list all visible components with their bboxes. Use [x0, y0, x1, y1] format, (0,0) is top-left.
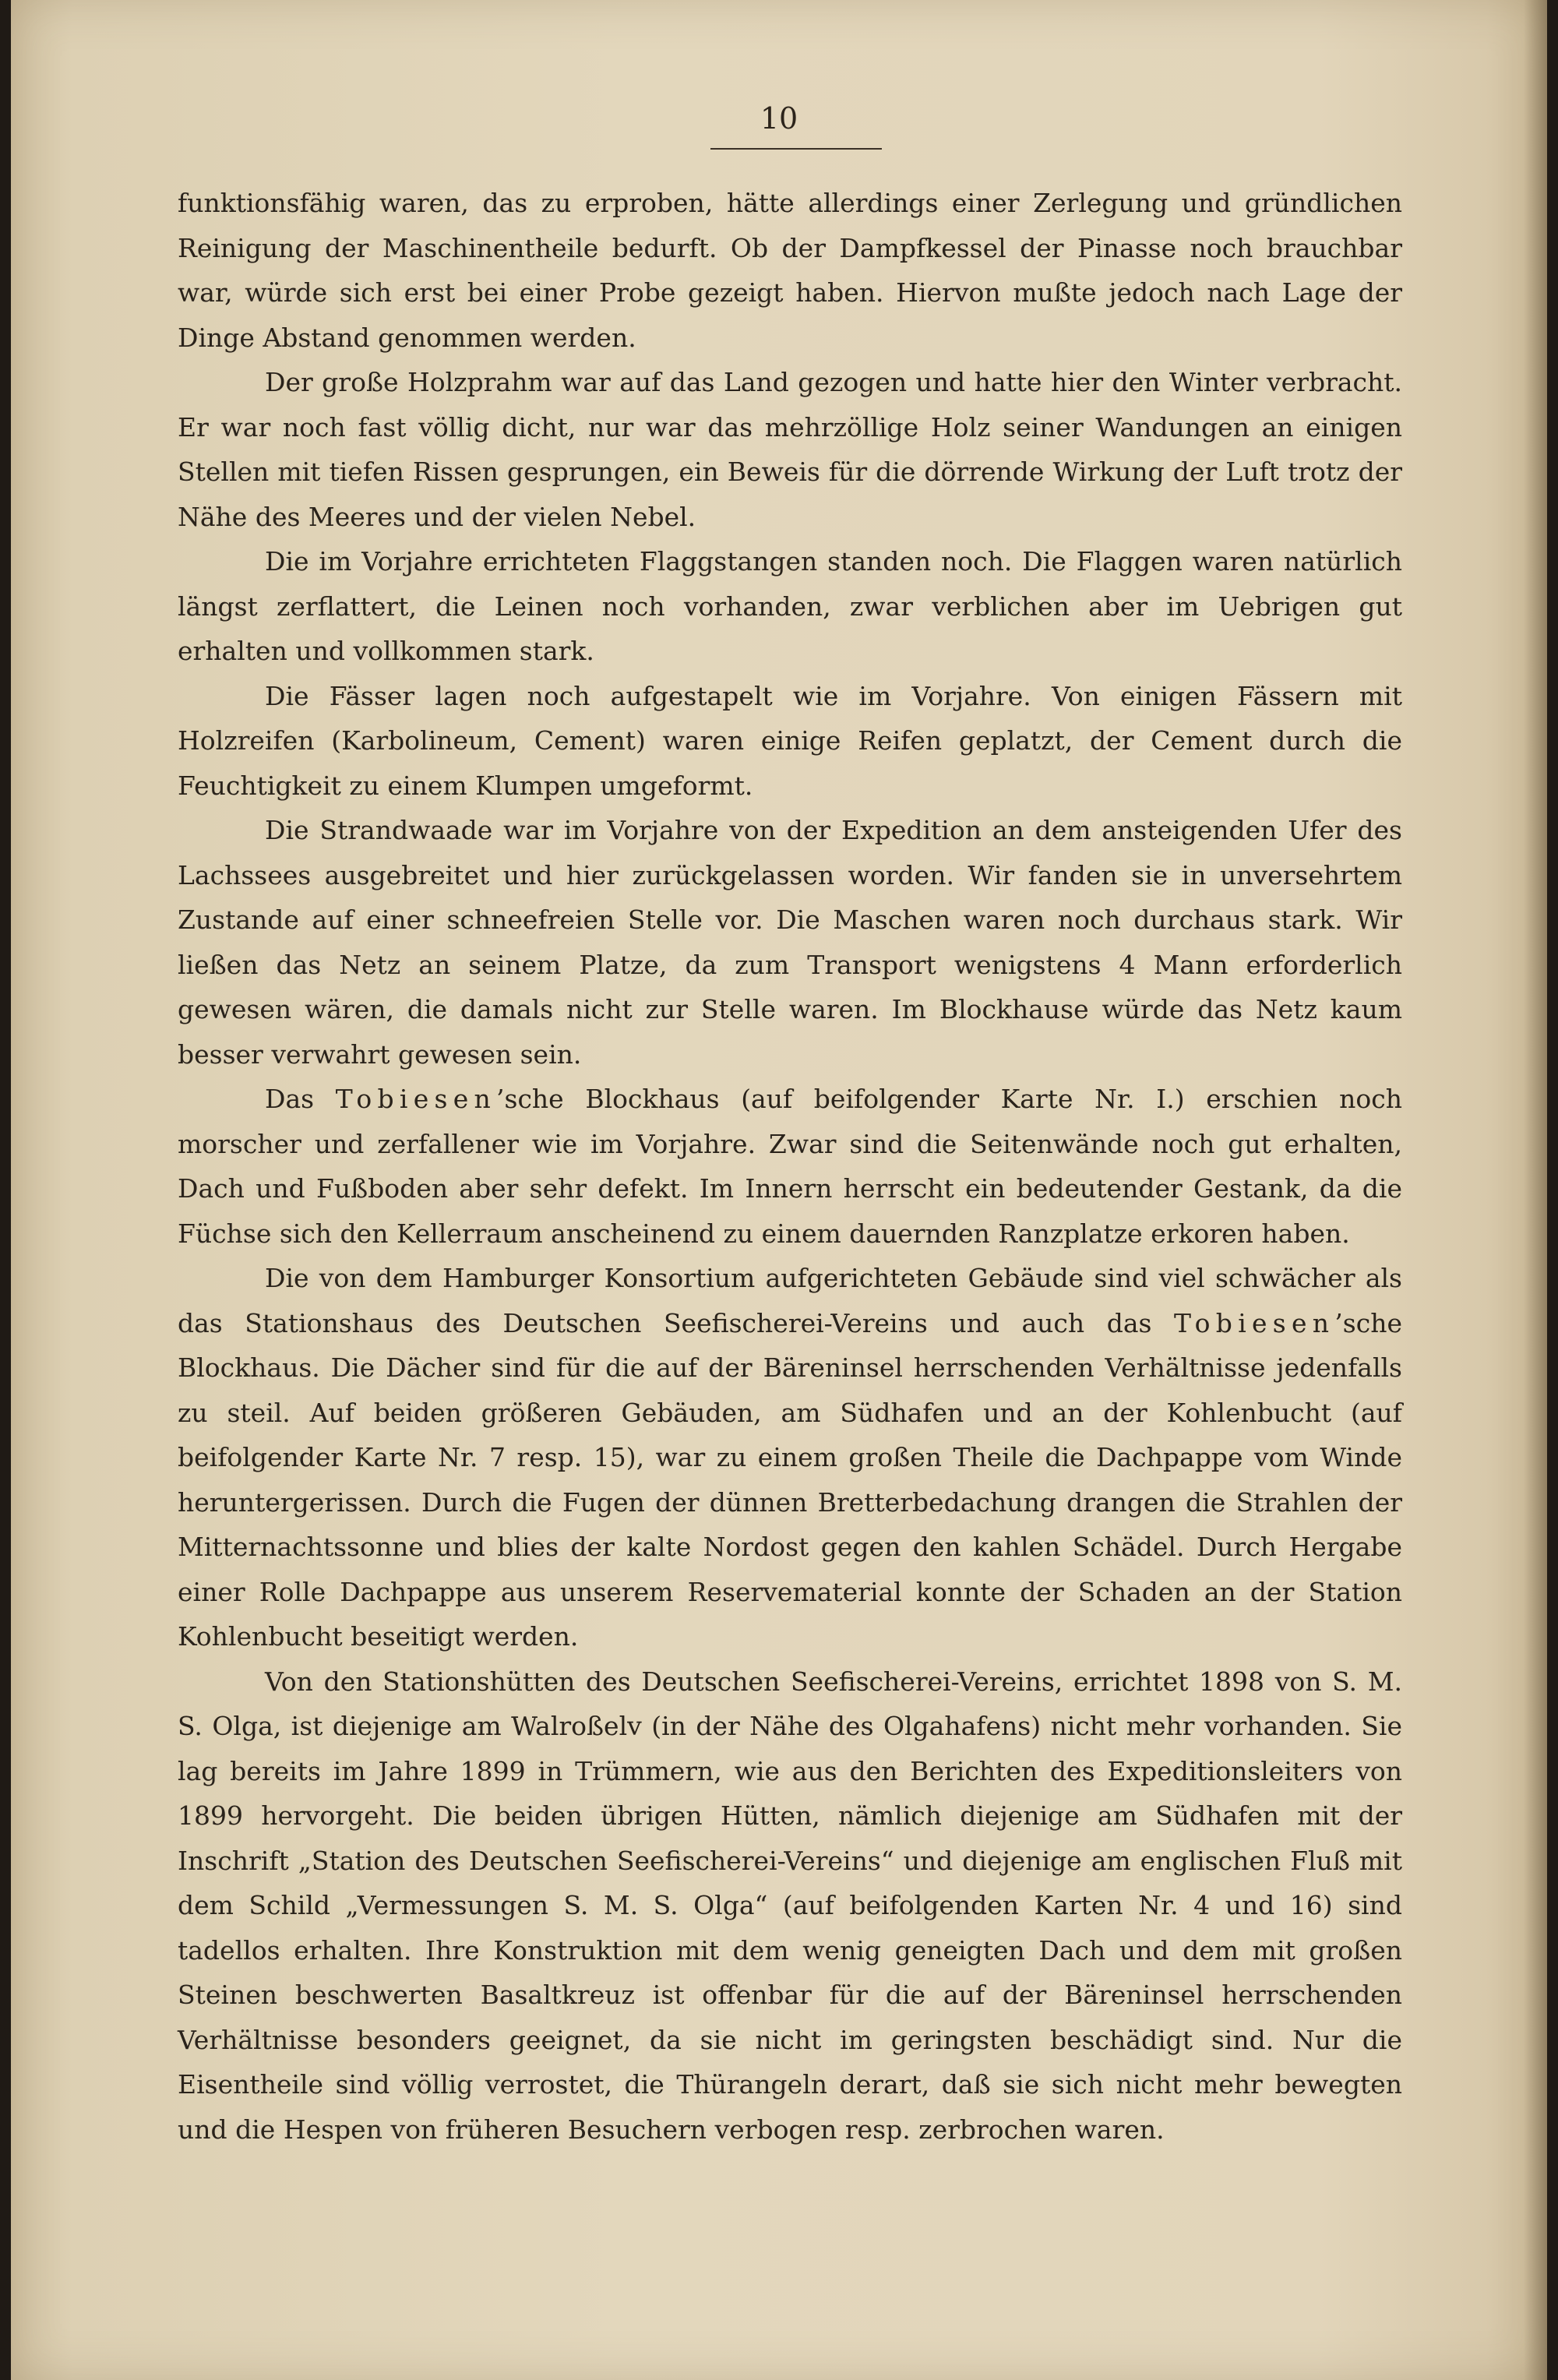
paragraph-5: Die Strandwaade war im Vorjahre von der Expedition an dem ansteigenden Ufer des Lachssees ausgebreitet und hier zurückgelassen worden. Wir fanden sie in unversehrtem Zustande auf einer schneefreien Stelle vor. Die Maschen waren noch durchaus stark. Wir ließen das Netz an seinem Platze, da zum Transport wenigstens 4 Mann erforderlich gewesen wären, die damals nicht zur Stelle waren. Im Blockhause würde das Netz kaum besser verwahrt gewesen sein.	[178, 815, 1402, 1070]
paragraph-7-spaced-name: Tobiesen	[1173, 1307, 1335, 1338]
paragraph-7	[178, 1256, 1402, 1659]
page-number: 10	[760, 101, 798, 136]
paragraph-4: Die Fässer lagen noch aufgestapelt wie im Vorjahre. Von einigen Fässern mit Holzreifen (Karbolineum, Cement) waren einige Reifen geplatzt, der Cement durch die Feuchtigkeit zu einem Klumpen umgeformt.	[178, 680, 1402, 801]
paragraph-6-before: Das	[265, 1084, 336, 1114]
paragraph-6-spaced-name: Tobiesen	[335, 1084, 497, 1114]
page-edge-shadow	[1524, 0, 1547, 2380]
paragraph-1: funktionsfähig waren, das zu erproben, hätte allerdings einer Zerlegung und gründlichen Reinigung der Maschinentheile bedurft. Ob der Dampfkessel der Pinasse noch brauchbar war, würde sich erst bei einer Probe gezeigt haben. Hiervon mußte jedoch nach Lage der Dinge Abstand genommen werden.	[178, 188, 1402, 353]
paragraph-3: Die im Vorjahre errichteten Flaggstangen standen noch. Die Flaggen waren natürlich längst zerflattert, die Leinen noch vorhanden, zwar verblichen aber im Uebrigen gut erhalten und vollkommen stark.	[178, 546, 1402, 666]
paragraph-8: Von den Stationshütten des Deutschen Seefischerei-Vereins, errichtet 1898 von S. M. S. Olga, ist diejenige am Walroßelv (in der Nähe des Olgahafens) nicht mehr vorhanden. Sie lag bereits im Jahre 1899 in Trümmern, wie aus den Berichten des Expeditionsleiters von 1899 hervorgeht. Die beiden übrigen Hütten, nämlich diejenige am Südhafen mit der Inschrift „Station des Deutschen Seefischerei-Vereins“ und diejenige am englischen Fluß mit dem Schild „Vermessungen S. M. S. Olga“ (auf beifolgenden Karten Nr. 4 und 16) sind tadellos erhalten. Ihre Konstruktion mit dem wenig geneigten Dach und dem mit großen Steinen beschwerten Basaltkreuz ist offenbar für die auf der Bäreninsel herrschenden Verhältnisse besonders geeignet, da sie nicht im geringsten beschädigt sind. Nur die Eisentheile sind völlig verrostet, die Thürangeln derart, daß sie sich nicht mehr bewegten und die Hespen von früheren Besuchern verbogen resp. zerbrochen waren.	[178, 1666, 1402, 2145]
paragraph-6-after: ’sche Blockhaus (auf beifolgender Karte Nr. I.) erschien noch morscher und zerfallener wie im Vorjahre. Zwar sind die Seitenwände noch gut erhalten, Dach und Fußboden aber sehr defekt. Im Innern herrscht ein bedeutender Gestank, da die Füchse sich den Kellerraum anscheinend zu einem dauernden Ranzplatze erkoren haben.	[178, 1084, 1403, 1249]
body-text	[178, 181, 1402, 2152]
page-number-rule	[710, 148, 882, 150]
paragraph-7-before: Die von dem Hamburger Konsortium aufgerichteten Gebäude sind viel schwächer als das Stationshaus des Deutschen Seefischerei-Vereins und auch das	[178, 1263, 1402, 1338]
paragraph-7-after: ’sche Blockhaus. Die Dächer sind für die auf der Bäreninsel herrschenden Verhältnisse jedenfalls zu steil. Auf beiden größeren Gebäuden, am Südhafen und an der Kohlenbucht (auf beifolgender Karte Nr. 7 resp. 15), war zu einem großen Theile die Dachpappe vom Winde heruntergerissen. Durch die Fugen der dünnen Bretterbedachung drangen die Strahlen der Mitternachtssonne und blies der kalte Nordost gegen den kahlen Schädel. Durch Hergabe einer Rolle Dachpappe aus unserem Reservematerial konnte der Schaden an der Station Kohlenbucht beseitigt werden.	[178, 1307, 1402, 1652]
paragraph-6	[178, 1077, 1402, 1256]
paragraph-2: Der große Holzprahm war auf das Land gezogen und hatte hier den Winter verbracht. Er war noch fast völlig dicht, nur war das mehrzöllige Holz seiner Wandungen an einigen Stellen mit tiefen Rissen gesprungen, ein Beweis für die dörrende Wirkung der Luft trotz der Nähe des Meeres und der vielen Nebel.	[178, 367, 1402, 532]
